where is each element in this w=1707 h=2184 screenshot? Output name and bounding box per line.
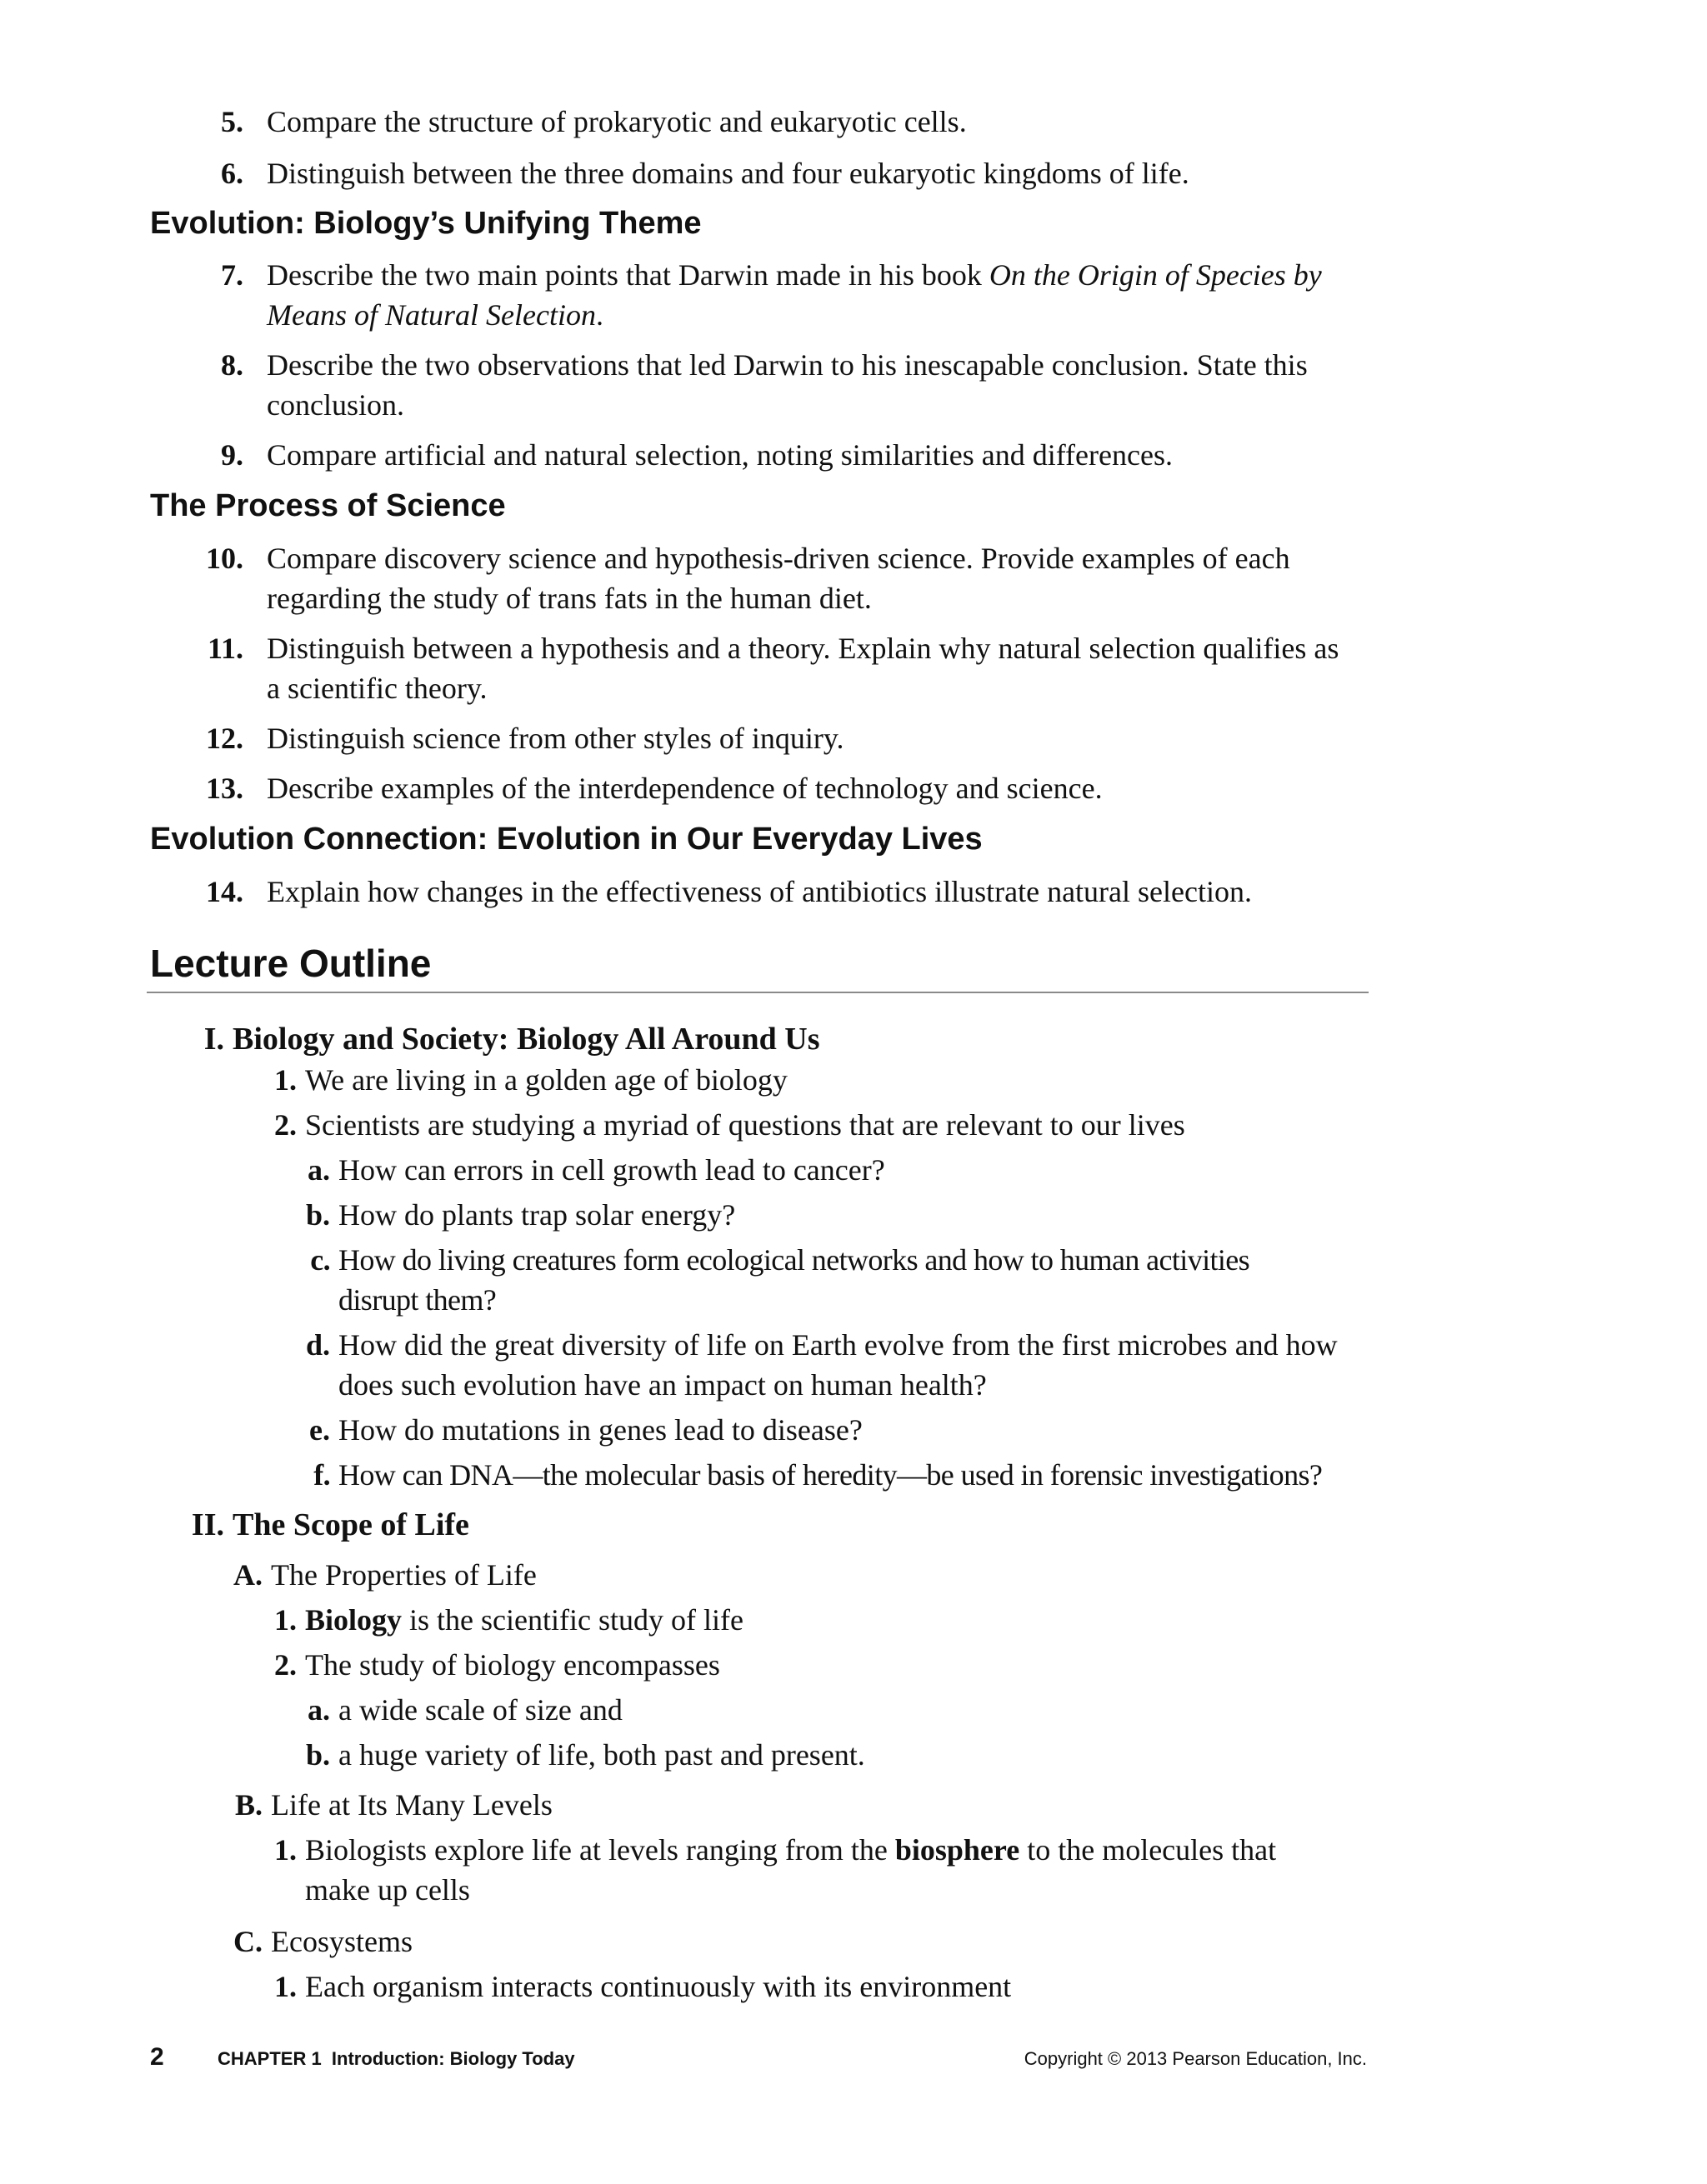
objective-text [267,255,1417,335]
outline-text: Ecosystems [271,1925,413,1958]
outline-item [274,1967,1389,2007]
text-line: conclusion. [267,388,404,422]
outline-label: 1. [274,1063,297,1097]
outline-label: 1. [274,1970,297,2003]
outline-item [274,1600,1389,1640]
outline-item [305,1325,1389,1405]
outline-label: c. [310,1243,330,1277]
outline-text: How can errors in cell growth lead to cancer? [338,1153,885,1187]
outline-section-2 [191,1504,469,1546]
objective-text [267,345,1417,425]
outline-text: Each organism interacts continuously with its environment [305,1970,1012,2003]
outline-label: 2. [274,1108,297,1142]
outline-item [313,1455,1389,1495]
outline-text: How can DNA—the molecular basis of heredity—be used in forensic investigations? [338,1458,1323,1492]
text-line: does such evolution have an impact on human health? [338,1368,987,1402]
page-number: 2 [150,2043,164,2071]
outline-item [308,1150,1389,1190]
book-title-part: Means of Natural Selection [267,298,596,332]
outline-section-1 [203,1018,820,1060]
objective-number: 12. [206,722,243,755]
outline-label: e. [309,1413,330,1447]
outline-label: C. [233,1925,263,1958]
outline-text [338,1325,1389,1405]
outline-item [274,1645,1389,1685]
outline-item [305,1195,1389,1235]
outline-label: I. [203,1022,224,1057]
objective-number: 10. [206,542,243,575]
lecture-outline-heading: Lecture Outline [150,942,432,985]
key-term: Biology [305,1603,403,1637]
key-term: biosphere [894,1833,1020,1867]
outline-text: How do plants trap solar energy? [338,1198,736,1232]
heading-rule [147,992,1369,993]
outline-text: The Properties of Life [271,1558,537,1592]
outline-label: 1. [274,1603,297,1637]
outline-item [305,1735,1389,1775]
outline-label: 1. [274,1833,297,1867]
text-run: is the scientific study of life [402,1603,743,1637]
outline-text: How do mutations in genes lead to disease? [338,1413,863,1447]
objective-number: 13. [206,772,243,805]
objective-number: 6. [221,157,243,190]
outline-item [309,1410,1389,1450]
objective-text: Explain how changes in the effectiveness of antibiotics illustrate natural selection. [267,875,1252,908]
outline-text: The study of biology encompasses [305,1648,720,1682]
objective-text: Compare the structure of prokaryotic and eukaryotic cells. [267,105,967,138]
text-line: Distinguish between a hypothesis and a theory. Explain why natural selection qualifies as [267,632,1339,665]
outline-label: 2. [274,1648,297,1682]
book-title-part: On the Origin of Species by [989,258,1322,292]
section-heading-evolution: Evolution: Biology’s Unifying Theme [150,206,702,241]
objective-number: 9. [221,438,243,472]
outline-label: b. [305,1198,330,1232]
text-line: How did the great diversity of life on Earth evolve from the first microbes and how [338,1328,1338,1362]
objective-number: 7. [221,258,243,292]
outline-label: f. [313,1458,330,1492]
objective-number: 8. [221,348,243,382]
outline-item [274,1060,1389,1100]
section-heading-process: The Process of Science [150,488,506,523]
section-heading-connection: Evolution Connection: Evolution in Our Everyday Lives [150,822,983,857]
text-run: to the molecules that [1019,1833,1277,1867]
text-line: disrupt them? [338,1283,497,1317]
objective-text: Distinguish between the three domains and four eukaryotic kingdoms of life. [267,157,1189,190]
outline-label: B. [234,1788,263,1822]
objective-text: Compare artificial and natural selection, noting similarities and differences. [267,438,1173,472]
outline-text: Scientists are studying a myriad of questions that are relevant to our lives [305,1108,1185,1142]
outline-text: Life at Its Many Levels [271,1788,553,1822]
text-line: How do living creatures form ecological networks and how to human activities [338,1243,1250,1277]
objective-text: Distinguish science from other styles of inquiry. [267,722,844,755]
text-run: . [595,298,603,332]
text-line: Compare discovery science and hypothesis-driven science. Provide examples of each [267,542,1290,575]
outline-section-title: Biology and Society: Biology All Around Us [233,1022,820,1057]
outline-section-title: The Scope of Life [233,1507,469,1542]
outline-text: a wide scale of size and [338,1693,623,1727]
outline-text [305,1600,1389,1640]
copyright-footer: Copyright © 2013 Pearson Education, Inc. [1024,2048,1367,2069]
outline-text [305,1830,1389,1910]
text-line: regarding the study of trans fats in the human diet. [267,582,872,615]
text-run: Biologists explore life at levels ranging from the [305,1833,895,1867]
outline-label: a. [308,1693,330,1727]
outline-item [233,1922,1388,1962]
objective-text [267,538,1417,618]
outline-item [233,1555,1388,1595]
outline-text: a huge variety of life, both past and present. [338,1738,865,1772]
outline-text: We are living in a golden age of biology [305,1063,788,1097]
text-line: make up cells [305,1873,470,1907]
objective-text [267,628,1417,708]
objective-number: 14. [206,875,243,908]
outline-item [234,1785,1388,1825]
outline-label: d. [305,1328,330,1362]
text-run: Describe the two main points that Darwin made in his book [267,258,989,292]
objective-text: Describe examples of the interdependence of technology and science. [267,772,1103,805]
outline-item [274,1105,1389,1145]
text-line: a scientific theory. [267,672,488,705]
outline-label: a. [308,1153,330,1187]
outline-item [308,1690,1389,1730]
text-line: Describe the two observations that led Darwin to his inescapable conclusion. State this [267,348,1308,382]
outline-item [274,1830,1389,1910]
outline-label: b. [305,1738,330,1772]
chapter-footer: CHAPTER 1 Introduction: Biology Today [218,2048,575,2069]
objective-number: 11. [207,632,243,665]
outline-label: II. [191,1507,224,1542]
outline-item [310,1240,1389,1320]
objective-number: 5. [221,105,243,138]
outline-text [338,1240,1389,1320]
outline-label: A. [233,1558,263,1592]
